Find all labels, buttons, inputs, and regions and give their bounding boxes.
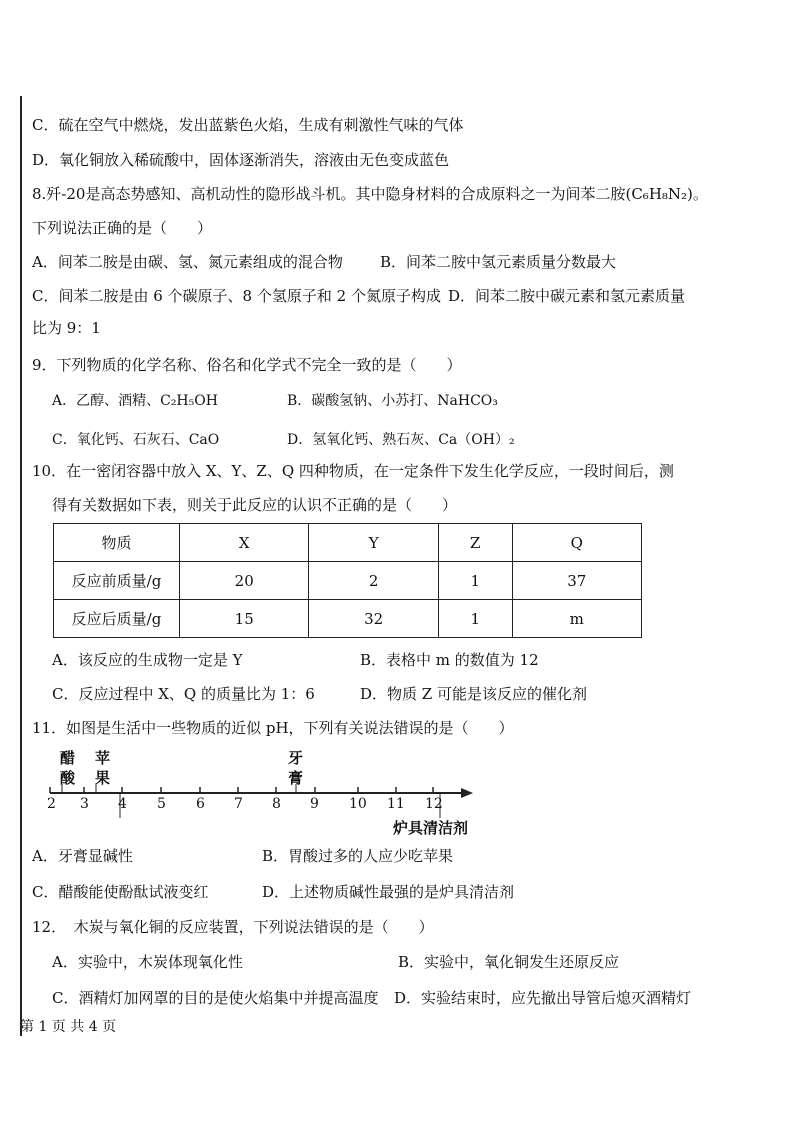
page-footer: 第 1 页 共 4 页 <box>20 1019 117 1035</box>
q7-option-d: D．氧化铜放入稀硫酸中，固体逐渐消失，溶液由无色变成蓝色 <box>32 151 450 169</box>
q11-option-c: C．醋酸能使酚酞试液变红 <box>32 883 209 901</box>
table-cell: 2 <box>309 562 438 600</box>
ph-label-vinegar-1: 醋 <box>60 749 76 767</box>
q7-option-c: C．硫在空气中燃烧，发出蓝紫色火焰，生成有刺激性气味的气体 <box>32 116 464 134</box>
ph-tick-label: 5 <box>157 796 166 812</box>
q8-option-c: C．间苯二胺是由 6 个碳原子、8 个氢原子和 2 个氮原子构成 <box>32 287 441 305</box>
q12-option-c: C．酒精灯加网罩的目的是使火焰集中并提高温度 <box>52 989 379 1007</box>
ph-label-toothpaste-1: 牙 <box>288 749 304 767</box>
q11-option-d: D．上述物质碱性最强的是炉具清洁剂 <box>262 883 515 901</box>
ph-label-apple-2: 果 <box>95 769 111 787</box>
ph-label-cleaner: 炉具清洁剂 <box>393 819 469 837</box>
q12-option-b: B．实验中，氧化铜发生还原反应 <box>398 953 620 971</box>
q9-option-d: D．氢氧化钙、熟石灰、Ca（OH）₂ <box>287 432 515 448</box>
q8-option-b: B．间苯二胺中氢元素质量分数最大 <box>380 253 617 271</box>
q10-option-d: D．物质 Z 可能是该反应的催化剂 <box>360 685 587 703</box>
q11-option-a: A．牙膏显碱性 <box>32 847 133 865</box>
table-cell: 20 <box>180 562 309 600</box>
q9-option-b: B．碳酸氢钠、小苏打、NaHCO₃ <box>287 393 498 409</box>
q8-stem: 8.歼-20是高态势感知、高机动性的隐形战斗机。其中隐身材料的合成原料之一为间苯二胺(C₆H₈N₂)。 <box>32 185 708 203</box>
ph-tick-label: 11 <box>387 796 405 812</box>
table-row <box>54 562 642 600</box>
table-header-cell: Z <box>438 524 512 562</box>
ph-label-toothpaste-2: 膏 <box>288 769 304 787</box>
q8-option-a: A．间苯二胺是由碳、氢、氮元素组成的混合物 <box>32 253 343 271</box>
table-cell: 反应后质量/g <box>54 600 180 638</box>
ph-tick-label: 3 <box>80 796 89 812</box>
q11-stem: 11．如图是生活中一些物质的近似 pH，下列有关说法错误的是（ ） <box>32 719 514 737</box>
table-cell: 1 <box>438 562 512 600</box>
q10-option-c: C．反应过程中 X、Q 的质量比为 1：6 <box>52 685 315 703</box>
table-header-cell: Y <box>309 524 438 562</box>
q12-option-a: A．实验中，木炭体现氧化性 <box>52 953 243 971</box>
q10-data-table <box>53 523 642 638</box>
ph-tick-label: 4 <box>118 796 127 812</box>
q10-option-a: A．该反应的生成物一定是 Y <box>52 651 243 669</box>
q10-option-b: B．表格中 m 的数值为 12 <box>360 651 539 669</box>
ph-tick-label: 2 <box>47 796 56 812</box>
q8-stem-line2: 下列说法正确的是（ ） <box>32 219 213 237</box>
table-row <box>54 600 642 638</box>
ph-tick-label: 9 <box>310 796 319 812</box>
ph-scale-axis <box>40 784 480 824</box>
table-cell: 32 <box>309 600 438 638</box>
table-header-cell: Q <box>512 524 641 562</box>
ph-label-apple-1: 苹 <box>95 749 111 767</box>
table-cell: 37 <box>512 562 641 600</box>
q9-option-c: C．氧化钙、石灰石、CaO <box>52 432 220 448</box>
ph-label-vinegar-2: 酸 <box>60 769 76 787</box>
ph-tick-label: 8 <box>272 796 281 812</box>
q10-stem-line2: 得有关数据如下表，则关于此反应的认识不正确的是（ ） <box>52 496 458 514</box>
table-header-cell: 物质 <box>54 524 180 562</box>
table-cell: 15 <box>180 600 309 638</box>
q8-option-d: D．间苯二胺中碳元素和氢元素质量 <box>448 287 686 305</box>
q12-stem: 12． 木炭与氧化铜的反应装置，下列说法错误的是（ ） <box>32 918 434 936</box>
q8-option-d-line2: 比为 9：1 <box>32 319 101 337</box>
q11-option-b: B．胃酸过多的人应少吃苹果 <box>262 847 454 865</box>
q10-stem: 10．在一密闭容器中放入 X、Y、Z、Q 四种物质，在一定条件下发生化学反应，一段时间后，测 <box>32 462 674 480</box>
q9-stem: 9．下列物质的化学名称、俗名和化学式不完全一致的是（ ） <box>32 356 462 374</box>
table-cell: 反应前质量/g <box>54 562 180 600</box>
table-header-row <box>54 524 642 562</box>
table-header-cell: X <box>180 524 309 562</box>
ph-tick-label: 7 <box>234 796 243 812</box>
ph-tick-label: 10 <box>349 796 367 812</box>
binding-margin-line <box>20 96 22 1036</box>
table-cell: m <box>512 600 641 638</box>
table-cell: 1 <box>438 600 512 638</box>
ph-tick-label: 6 <box>196 796 205 812</box>
q9-option-a: A．乙醇、酒精、C₂H₅OH <box>52 393 218 409</box>
ph-tick-label: 12 <box>425 796 443 812</box>
q12-option-d: D．实验结束时，应先撤出导管后熄灭酒精灯 <box>394 989 692 1007</box>
